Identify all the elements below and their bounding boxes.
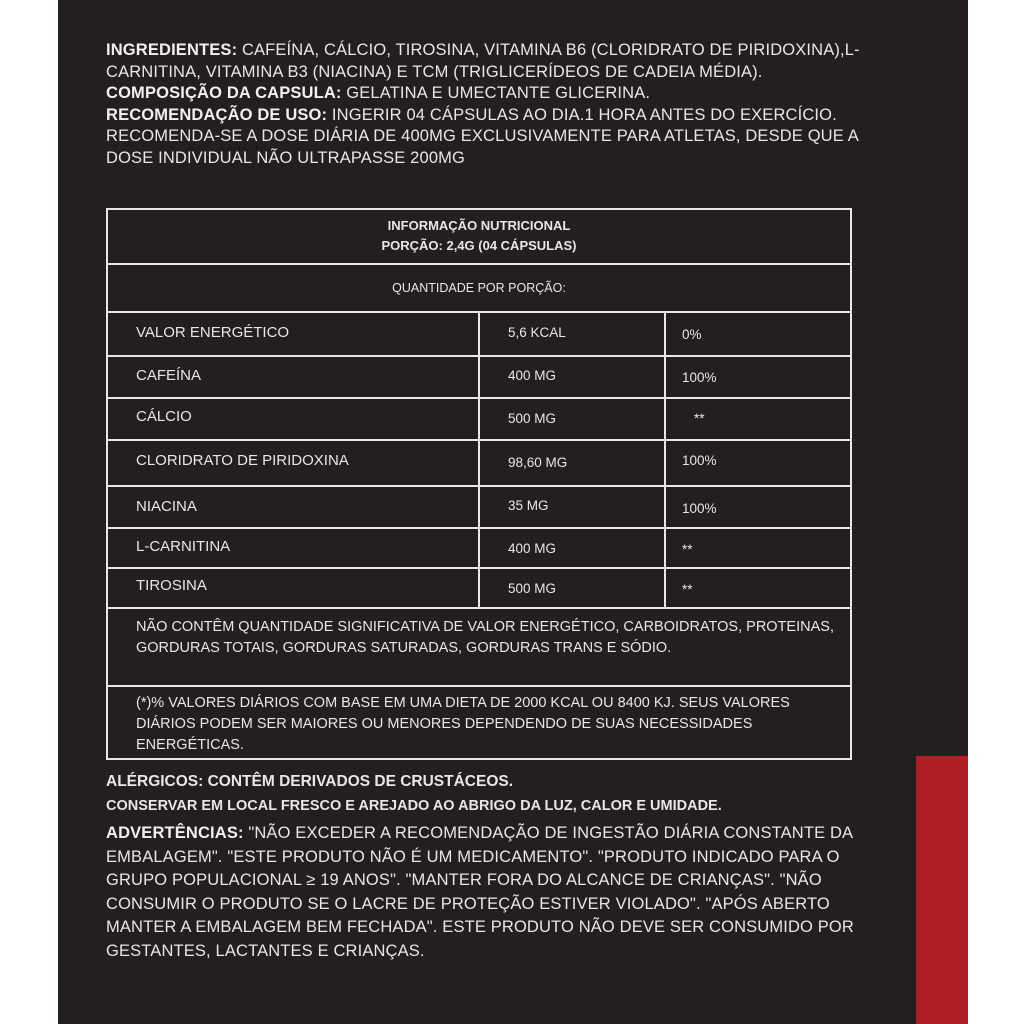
nutrient-daily-value: 100% <box>682 453 717 468</box>
warnings-paragraph <box>106 822 866 963</box>
red-accent-strip <box>916 756 968 1024</box>
usage-paragraph <box>106 105 866 170</box>
nutrition-table-title: INFORMAÇÃO NUTRICIONAL <box>387 218 571 233</box>
nutrient-daily-value: 100% <box>682 370 717 385</box>
nutrient-amount: 500 MG <box>480 569 666 607</box>
nutrient-amount: 400 MG <box>480 529 666 567</box>
capsule-text: GELATINA E UMECTANTE GLICERINA. <box>341 84 651 102</box>
capsule-label: COMPOSIÇÃO DA CAPSULA: <box>106 84 342 102</box>
table-row <box>108 569 850 609</box>
nutrient-daily-value: ** <box>682 542 693 557</box>
nutrient-name: NIACINA <box>108 487 480 527</box>
table-row <box>108 441 850 487</box>
nutrition-note-insignificant <box>108 609 850 687</box>
nutrition-table-portion: PORÇÃO: 2,4G (04 CÁPSULAS) <box>381 238 577 253</box>
nutrient-amount: 35 MG <box>480 487 666 527</box>
nutrient-name: CÁLCIO <box>108 399 480 439</box>
note-daily-values-text: (*)% VALORES DIÁRIOS COM BASE EM UMA DIETA DE 2000 KCAL OU 8400 KJ. SEUS VALORES DIÁRIOS PODEM SER MAIORES OU MENORES DEPENDENDO DE SUAS NECESSIDADES ENERGÉTICAS. <box>136 695 790 753</box>
table-row <box>108 357 850 399</box>
label-header-text <box>106 40 866 169</box>
usage-label: RECOMENDAÇÃO DE USO: <box>106 105 328 124</box>
nutrition-note-daily-values <box>108 687 850 758</box>
warnings-label: ADVERTÊNCIAS: <box>106 824 244 842</box>
nutrient-name: L-CARNITINA <box>108 529 480 567</box>
quantity-header: QUANTIDADE POR PORÇÃO: <box>392 281 566 295</box>
nutrient-amount: 400 MG <box>480 357 666 397</box>
warnings-text: "NÃO EXCEDER A RECOMENDAÇÃO DE INGESTÃO DIÁRIA CONSTANTE DA EMBALAGEM". "ESTE PRODUTO NÃO É UM MEDICAMENTO". "PRODUTO INDICADO PARA O GRUPO POPULACIONAL ≥ 19 ANOS". "MANTER FORA DO ALCANCE DE CRIANÇAS". "NÃO CONSUMIR O PRODUTO SE O LACRE DE PROTEÇÃO ESTIVER VIOLADO". "APÓS ABERTO MANTER A EMBALAGEM BEM FECHADA". ESTE PRODUTO NÃO DEVE SER CONSUMIDO POR GESTANTES, LACTANTES E CRIANÇAS. <box>106 824 854 960</box>
nutrient-daily-value: ** <box>682 582 693 597</box>
nutrient-name: VALOR ENERGÉTICO <box>108 313 480 355</box>
allergens-line: ALÉRGICOS: CONTÊM DERIVADOS DE CRUSTÁCEOS. <box>106 773 514 790</box>
nutrition-table <box>106 208 852 760</box>
ingredients-paragraph <box>106 40 866 83</box>
table-row <box>108 399 850 441</box>
nutrient-name: CAFEÍNA <box>108 357 480 397</box>
storage-line: CONSERVAR EM LOCAL FRESCO E AREJADO AO ABRIGO DA LUZ, CALOR E UMIDADE. <box>106 798 722 814</box>
nutrient-daily-value: 100% <box>682 501 717 516</box>
nutrition-table-title-row <box>108 210 850 265</box>
ingredients-label: INGREDIENTES: <box>106 41 238 59</box>
capsule-paragraph <box>106 83 866 105</box>
nutrient-name: TIROSINA <box>108 569 480 607</box>
nutrient-daily-value: 0% <box>682 327 702 342</box>
note-insignificant-text: NÃO CONTÊM QUANTIDADE SIGNIFICATIVA DE VALOR ENERGÉTICO, CARBOIDRATOS, PROTEINAS, GORDURAS TOTAIS, GORDURAS SATURADAS, GORDURAS TRANS E SÓDIO. <box>136 619 834 656</box>
label-footer-text <box>106 770 866 963</box>
nutrient-name: CLORIDRATO DE PIRIDOXINA <box>108 441 480 485</box>
usage-text: INGERIR 04 CÁPSULAS AO DIA.1 HORA ANTES DO EXERCÍCIO. RECOMENDA-SE A DOSE DIÁRIA DE 400MG EXCLUSIVAMENTE PARA ATLETAS, DESDE QUE A DOSE INDIVIDUAL NÃO ULTRAPASSE 200MG <box>106 105 858 167</box>
nutrient-amount: 5,6 KCAL <box>480 313 666 355</box>
nutrient-daily-value: ** <box>694 411 705 426</box>
nutrient-amount: 98,60 MG <box>480 441 666 485</box>
ingredients-text: CAFEÍNA, CÁLCIO, TIROSINA, VITAMINA B6 (CLORIDRATO DE PIRIDOXINA),L-CARNITINA, VITAMINA B3 (NIACINA) E TCM (TRIGLICERÍDEOS DE CADEIA MÉDIA). <box>106 41 860 81</box>
quantity-header-row <box>108 265 850 313</box>
table-row <box>108 313 850 357</box>
table-row <box>108 487 850 529</box>
table-row <box>108 529 850 569</box>
nutrient-amount: 500 MG <box>480 399 666 439</box>
